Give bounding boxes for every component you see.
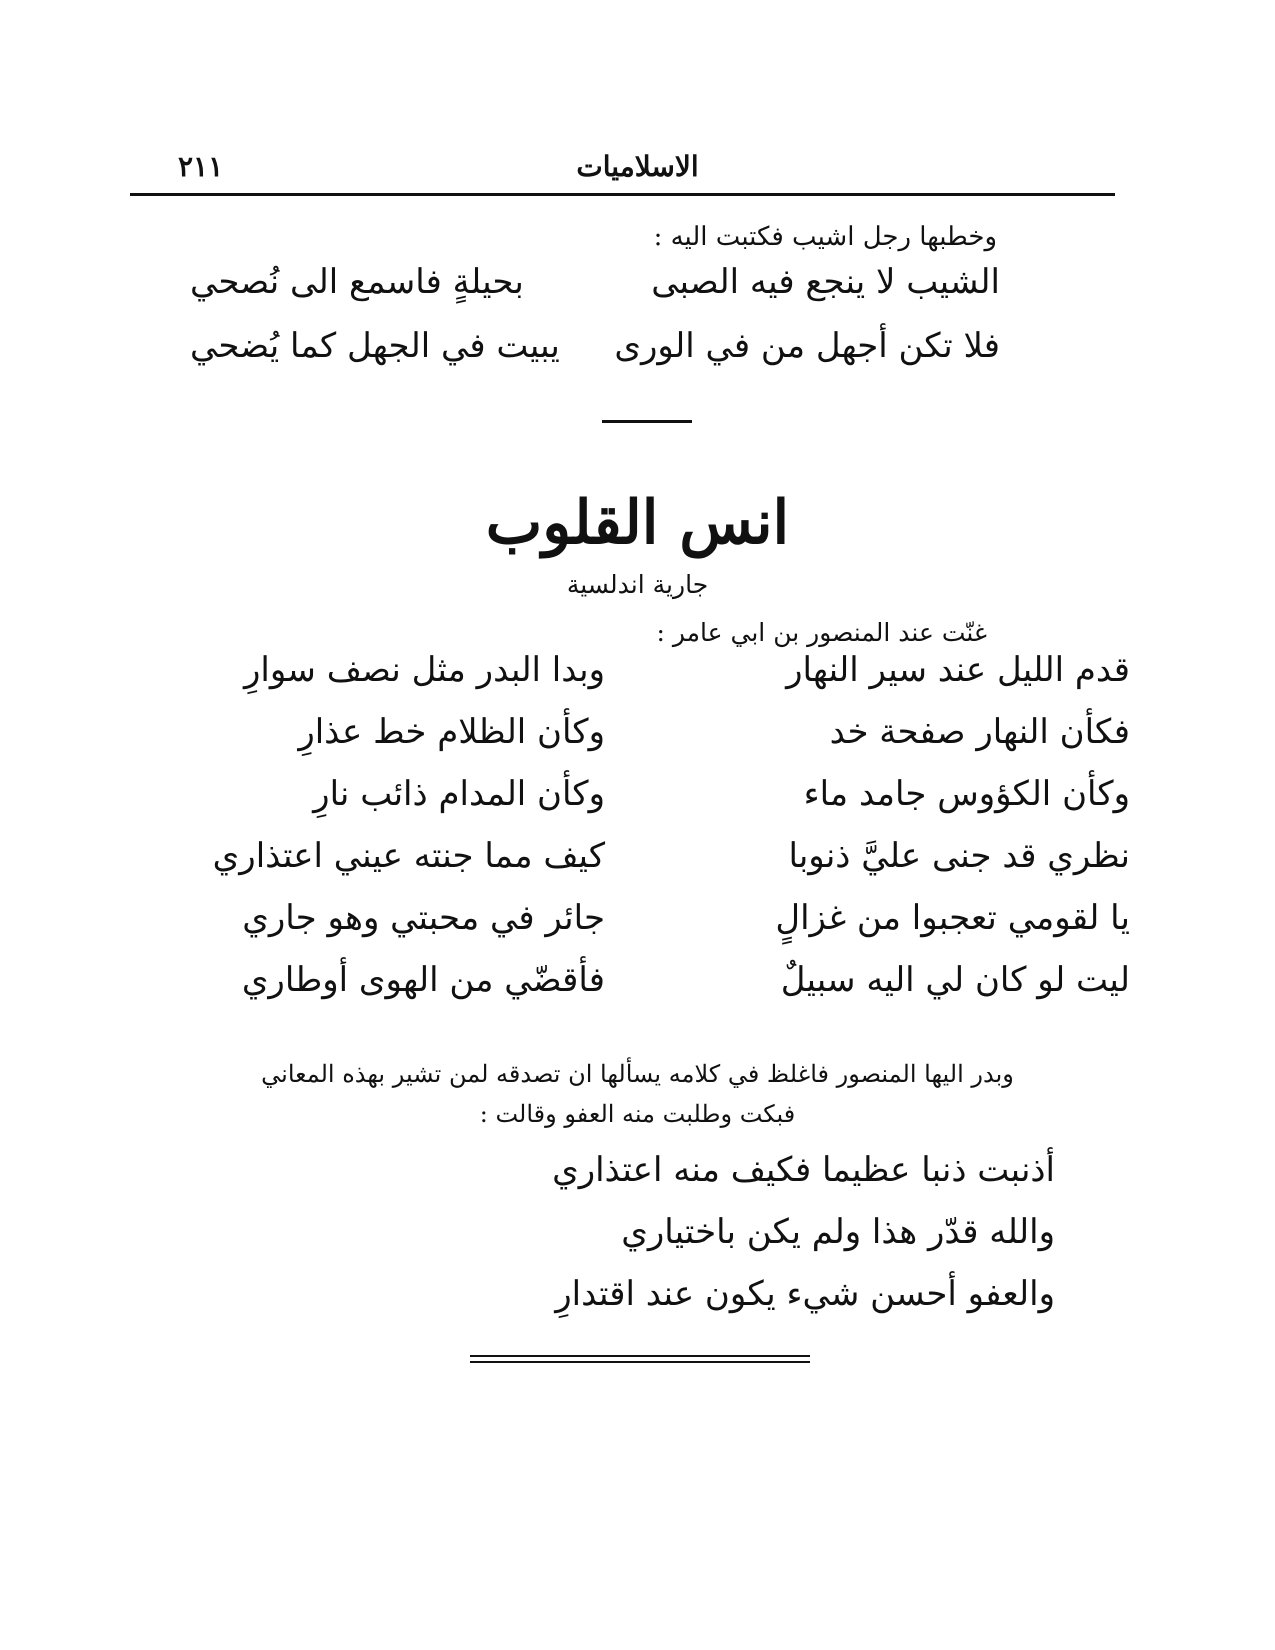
hemistich-second: جائر في محبتي وهو جاري bbox=[242, 898, 605, 938]
hemistich-second: يبيت في الجهل كما يُضحي bbox=[190, 326, 560, 366]
hemistich-first: يا لقومي تعجبوا من غزالٍ bbox=[775, 898, 1130, 938]
hemistich-first: نظري قد جنى عليَّ ذنوبا bbox=[788, 836, 1130, 876]
end-rule-bottom bbox=[470, 1361, 810, 1363]
hemistich-first: فكأن النهار صفحة خد bbox=[829, 712, 1130, 752]
poem1-verse-1 bbox=[190, 262, 1000, 302]
hemistich-second: كيف مما جنته عيني اعتذاري bbox=[212, 836, 605, 876]
hemistich-first: فلا تكن أجهل من في الورى bbox=[614, 326, 1000, 366]
running-title: الاسلاميات bbox=[576, 150, 699, 183]
header-rule bbox=[130, 193, 1115, 196]
prose-line-2: فبكت وطلبت منه العفو وقالت : bbox=[479, 1100, 796, 1128]
poem2-verse-2 bbox=[140, 712, 1130, 752]
hemistich-first: وكأن الكؤوس جامد ماء bbox=[803, 774, 1130, 814]
section-divider bbox=[602, 420, 692, 423]
hemistich-second: وبدا البدر مثل نصف سوارِ bbox=[243, 650, 605, 690]
poem2-verse-4 bbox=[140, 836, 1130, 876]
hemistich-second: وكأن المدام ذائب نارِ bbox=[313, 774, 605, 814]
hemistich-second: بحيلةٍ فاسمع الى نُصحي bbox=[190, 262, 524, 302]
section1-intro: وخطبها رجل اشيب فكتبت اليه : bbox=[653, 222, 997, 252]
prose-line-1: وبدر اليها المنصور فاغلظ في كلامه يسألها ان تصدقه لمن تشير بهذه المعاني bbox=[261, 1060, 1014, 1088]
hemistich-second: فأقضّي من الهوى أوطاري bbox=[241, 960, 605, 1000]
hemistich-second: وكأن الظلام خط عذارِ bbox=[298, 712, 605, 752]
hemistich-first: قدم الليل عند سير النهار bbox=[786, 650, 1130, 690]
section-subtitle: جارية اندلسية bbox=[566, 570, 709, 599]
hemistich-first: ليت لو كان لي اليه سبيلٌ bbox=[780, 960, 1130, 1000]
page-number: ٢١١ bbox=[178, 150, 224, 183]
final-verse-1: أذنبت ذنبا عظيما فكيف منه اعتذاري bbox=[552, 1150, 1055, 1190]
final-verse-2: والله قدّر هذا ولم يكن باختياري bbox=[621, 1212, 1055, 1252]
section2-intro: غنّت عند المنصور بن ابي عامر : bbox=[656, 618, 987, 647]
poem2-verse-3 bbox=[140, 774, 1130, 814]
poem2-verse-1 bbox=[140, 650, 1130, 690]
section-title: انس القلوب bbox=[485, 488, 790, 558]
final-verse-3: والعفو أحسن شيء يكون عند اقتدارِ bbox=[555, 1274, 1055, 1314]
hemistich-first: الشيب لا ينجع فيه الصبى bbox=[651, 262, 1000, 302]
poem2-verse-6 bbox=[140, 960, 1130, 1000]
poem2-verse-5 bbox=[140, 898, 1130, 938]
end-rule-top bbox=[470, 1355, 810, 1357]
poem1-verse-2 bbox=[190, 326, 1000, 366]
